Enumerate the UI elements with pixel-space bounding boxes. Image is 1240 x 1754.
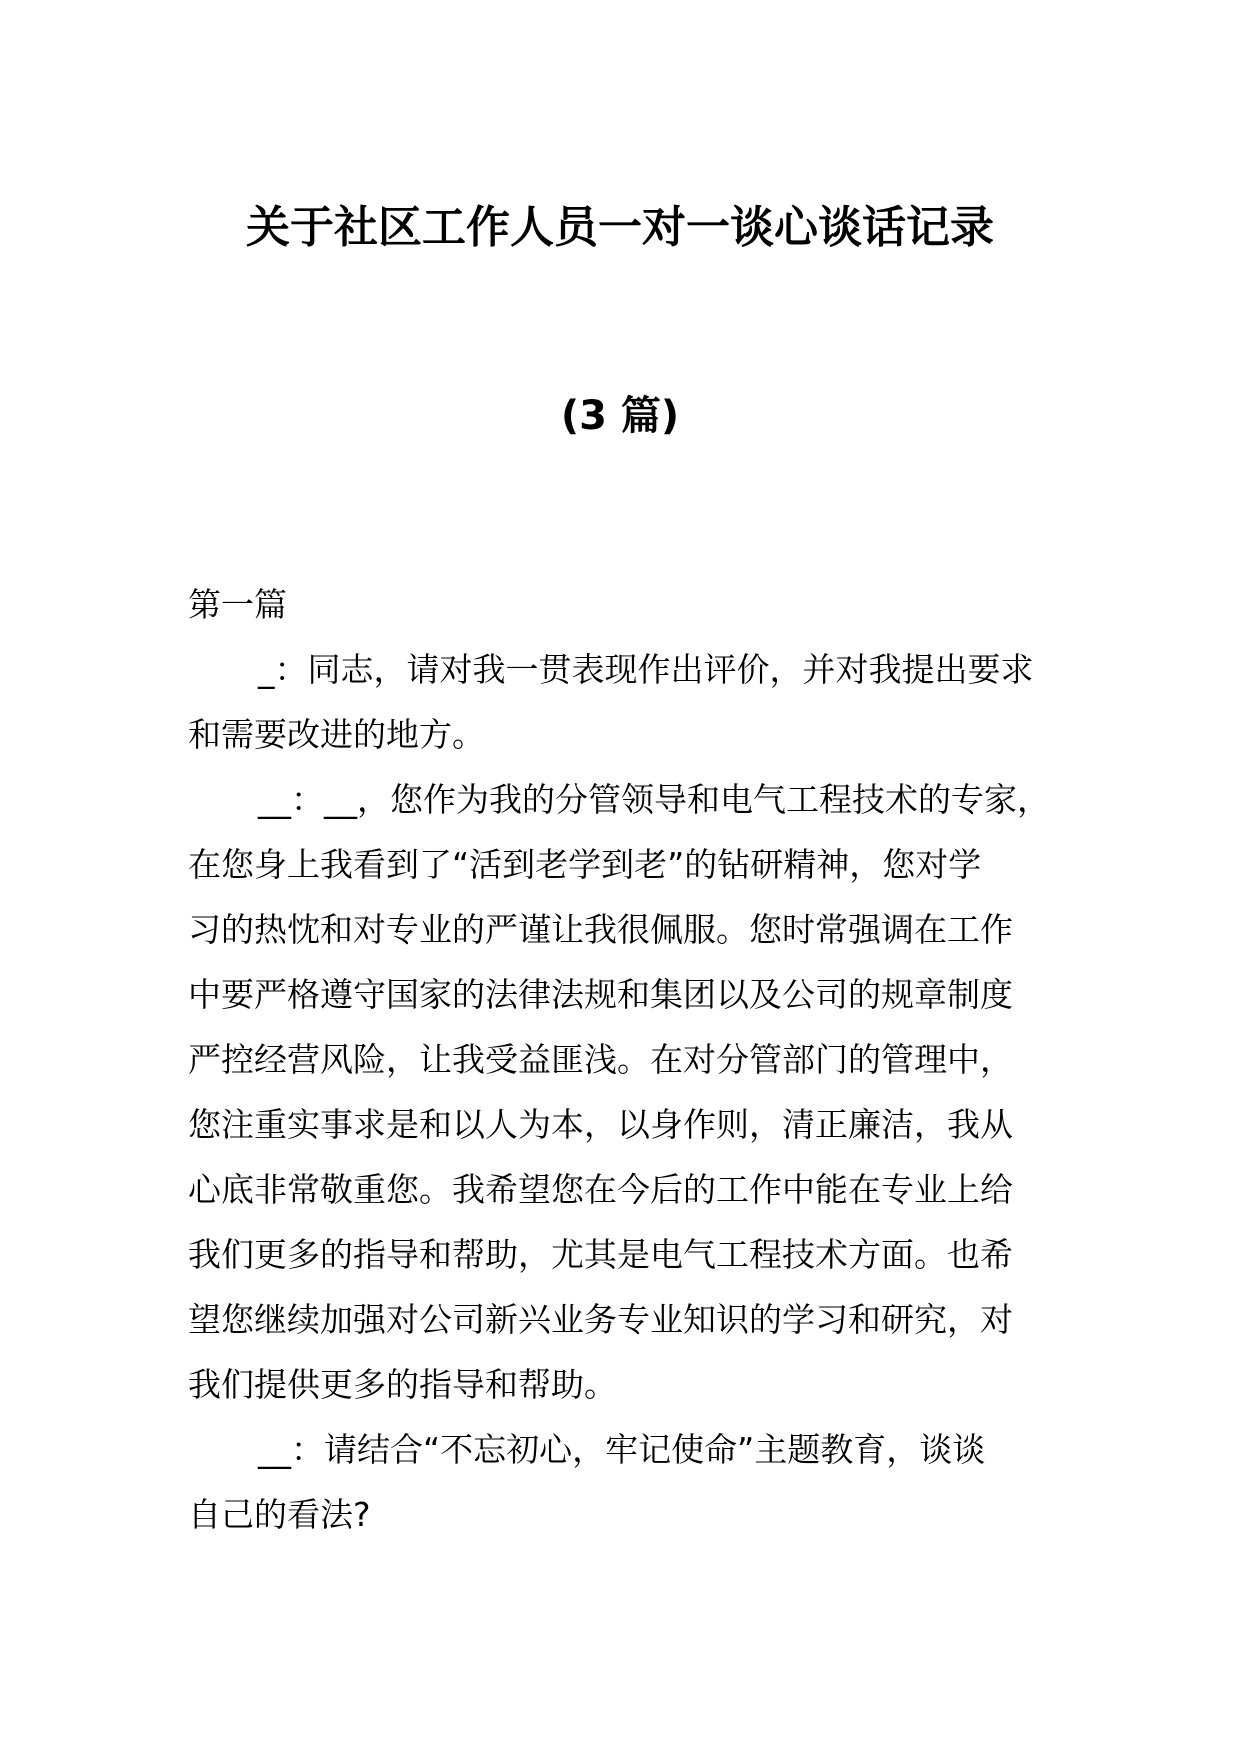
paragraph-line: 习的热忱和对专业的严谨让我很佩服。您时常强调在工作 xyxy=(188,910,1013,949)
paragraph-line: 和需要改进的地方。 xyxy=(188,715,485,754)
paragraph-line: 心底非常敬重您。我希望您在今后的工作中能在专业上给 xyxy=(188,1170,1013,1209)
paragraph-line: 望您继续加强对公司新兴业务专业知识的学习和研究，对 xyxy=(188,1300,1013,1339)
paragraph-line: __：__，您作为我的分管领导和电气工程技术的专家， xyxy=(258,780,1050,819)
paragraph-line: 中要严格遵守国家的法律法规和集团以及公司的规章制度 xyxy=(188,975,1013,1014)
document-title: 关于社区工作人员一对一谈心谈话记录 xyxy=(246,202,994,253)
section-heading: 第一篇 xyxy=(188,585,287,624)
paragraph-line: 我们更多的指导和帮助，尤其是电气工程技术方面。也希 xyxy=(188,1235,1013,1274)
paragraph-line: 我们提供更多的指导和帮助。 xyxy=(188,1365,617,1404)
paragraph-line: 在您身上我看到了“活到老学到老”的钻研精神，您对学 xyxy=(188,845,982,884)
paragraph-line: 自己的看法? xyxy=(188,1495,371,1534)
document-subtitle: (3 篇) xyxy=(560,393,680,439)
paragraph-line: 严控经营风险，让我受益匪浅。在对分管部门的管理中， xyxy=(188,1040,1013,1079)
document-body xyxy=(188,572,1068,1547)
paragraph-line: __：请结合“不忘初心，牢记使命”主题教育，谈谈 xyxy=(258,1430,986,1469)
paragraph-line: 您注重实事求是和以人为本，以身作则，清正廉洁，我从 xyxy=(188,1105,1013,1144)
paragraph-line: _：同志，请对我一贯表现作出评价，并对我提出要求 xyxy=(258,650,1034,689)
